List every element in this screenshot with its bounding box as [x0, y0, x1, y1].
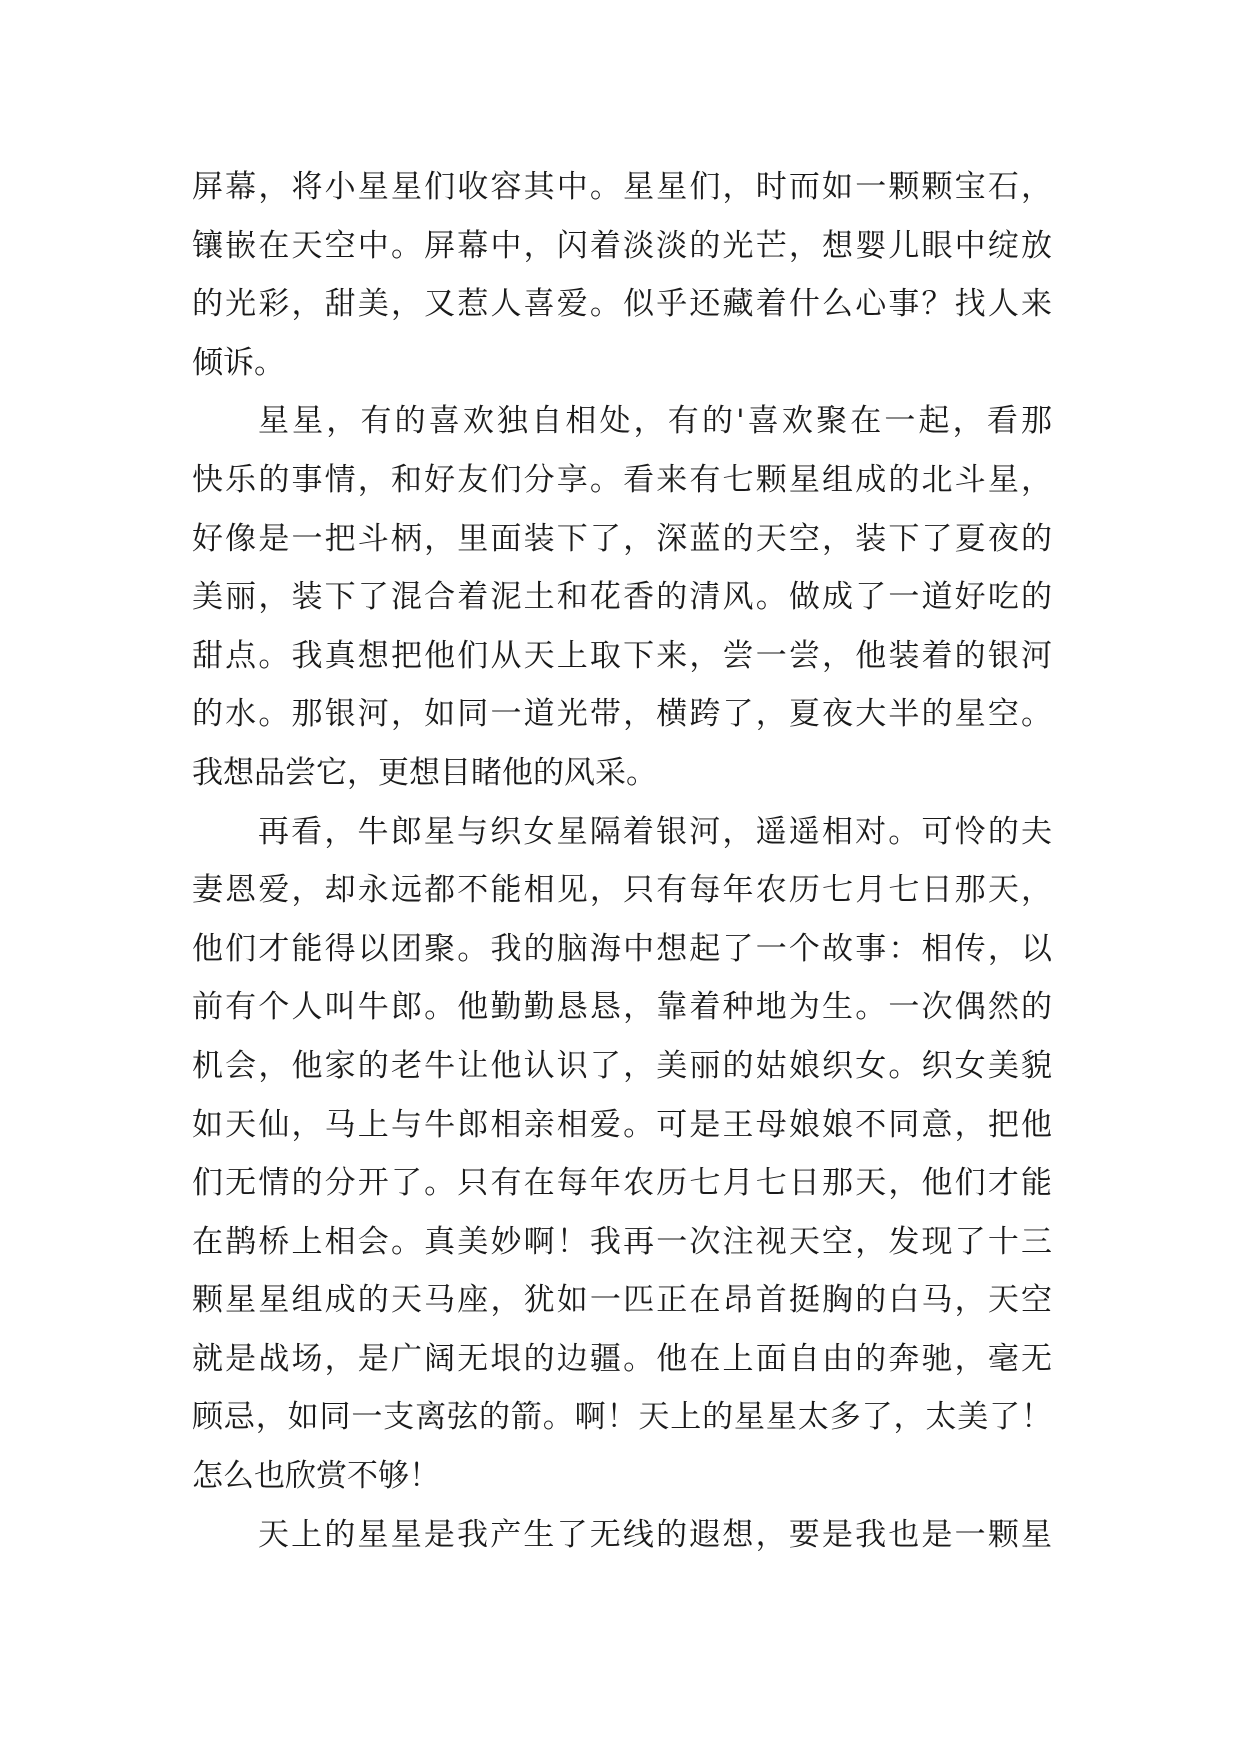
text-line: 镶嵌在天空中。屏幕中，闪着淡淡的光芒，想婴儿眼中绽放	[192, 227, 1052, 264]
text-line: 快乐的事情，和好友们分享。看来有七颗星组成的北斗星，	[192, 461, 1052, 498]
text-line: 美丽，装下了混合着泥土和花香的清风。做成了一道好吃的	[192, 579, 1052, 616]
text-line: 妻恩爱，却永远都不能相见，只有每年农历七月七日那天，	[192, 872, 1052, 909]
text-line: 怎么也欣赏不够！	[192, 1458, 440, 1495]
text-line: 好像是一把斗柄，里面装下了，深蓝的天空，装下了夏夜的	[192, 520, 1052, 557]
text-line: 们无情的分开了。只有在每年农历七月七日那天，他们才能	[192, 1165, 1052, 1202]
text-line: 机会，他家的老牛让他认识了，美丽的姑娘织女。织女美貌	[192, 1047, 1052, 1084]
text-line: 的水。那银河，如同一道光带，横跨了，夏夜大半的星空。	[192, 696, 1052, 733]
text-line: 再看，牛郎星与织女星隔着银河，遥遥相对。可怜的夫	[258, 813, 1052, 850]
text-line: 屏幕，将小星星们收容其中。星星们，时而如一颗颗宝石，	[192, 169, 1052, 205]
text-line: 在鹊桥上相会。真美妙啊！我再一次注视天空，发现了十三	[192, 1223, 1052, 1260]
text-line: 他们才能得以团聚。我的脑海中想起了一个故事：相传，以	[192, 930, 1052, 967]
text-line: 我想品尝它，更想目睹他的风采。	[192, 754, 657, 791]
text-line: 倾诉。	[192, 344, 285, 381]
text-line: 星星，有的喜欢独自相处，有的'喜欢聚在一起，看那	[258, 403, 1052, 440]
text-line: 的光彩，甜美，又惹人喜爱。似乎还藏着什么心事？找人来	[192, 286, 1052, 323]
text-line: 顾忌，如同一支离弦的箭。啊！天上的星星太多了，太美了！	[192, 1399, 1052, 1436]
text-line: 就是战场，是广阔无垠的边疆。他在上面自由的奔驰，毫无	[192, 1340, 1052, 1377]
text-line: 甜点。我真想把他们从天上取下来，尝一尝，他装着的银河	[192, 637, 1052, 674]
text-line: 天上的星星是我产生了无线的遐想，要是我也是一颗星	[258, 1516, 1052, 1553]
essay-body	[192, 158, 1052, 1564]
text-line: 颗星星组成的天马座，犹如一匹正在昂首挺胸的白马，天空	[192, 1282, 1052, 1319]
text-line: 前有个人叫牛郎。他勤勤恳恳，靠着种地为生。一次偶然的	[192, 989, 1052, 1026]
text-line: 如天仙，马上与牛郎相亲相爱。可是王母娘娘不同意，把他	[192, 1106, 1052, 1143]
